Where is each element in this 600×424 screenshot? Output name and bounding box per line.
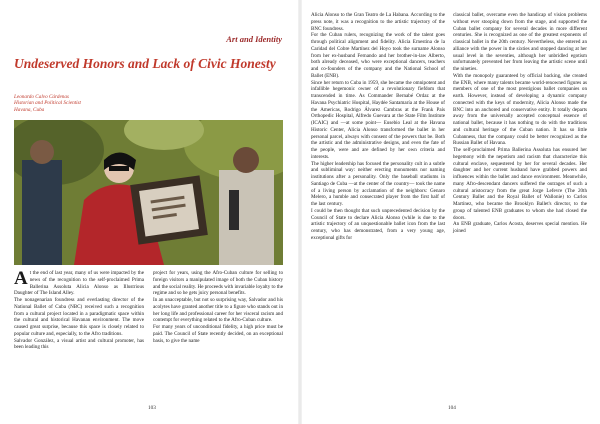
paragraph: With the monopoly guaranteed by official backing, she created the ENB, where many talents became world-renowned figures as members of one of the most prestigious ballet companies on earth. However, instead of developing a dynamic company connected with the keys of modernity, Alicia Alonso made the BNC into an anchored and conservative entity. It totally departs away from the universally accepted conceptual essence of national ballet, because it has nothing to do with the traditions and cultural heritage of the Cuban nation. It has so little Cubanness, that the company could be better recognized as the Russian Ballet of Havana.	[453, 72, 587, 147]
author-title: Historian and Political Scientist	[14, 100, 82, 107]
article-headline: Undeserved Honors and Lack of Civic Honesty	[14, 56, 276, 71]
paragraph: project for years, using the Afro-Cuban culture for selling to foreign visitors a manipulated image of both the Cuban history and the social reality. He proceeds with invariable loyalty to the regime and so he gets juicy personal benefits.	[153, 270, 283, 297]
page-number: 103	[148, 405, 156, 411]
left-column-1	[14, 270, 144, 351]
paragraph: Since her return to Cuba in 1959, she became the omnipotent and infallible hegemonic owner of a revolutionary fiefdom that transcended in time. As Commander Bernabé Ordaz at the Havana Psychiatric Hospital, Haydée Santamaría at the House of the Americas, Rodrigo Álvarez Cambras at the Frank País Orthopedic Hospital, Alfredo Guevara at the State Film Institute (ICAIC) and —at some point— Eusebio Leal at the Havana Historic Center, Alicia Alonso transformed the ballet in her personal parcel, always with consent of the powers that be. Both the artistic and the administrative designs, and even the fate of the people, were and are defined by her own criteria and interests.	[311, 79, 445, 160]
right-column-1	[311, 12, 445, 242]
paragraph: Alicia Alonso to the Gran Teatro de La Habana. According to the press note, it was a recognition to the artistic trajectory of the BNC foundress.	[311, 12, 445, 32]
paragraph: At the end of last year, many of us were impacted by the news of the recognition to the self-proclaimed Prima Ballerina Assoluta Alicia Alonso as Illustrious Daughter of The Island Alley.	[14, 268, 144, 297]
section-title: Art and Identity	[226, 34, 282, 44]
right-column-2	[453, 12, 587, 235]
article-photo	[14, 120, 283, 265]
paragraph: classical ballet, overcame even the handicap of vision problems without ever stooping down from the stage, and supported the Cuban ballet company for several decades in more different centuries. She is recognized as one of the greatest exponents of classical ballet in the 20th century. Nevertheless, she entered an alliance with the power in the sixties and stopped dancing at her usual level in the seventies, although her unbridled egotism unfortunately prevented her from leaving the artistic scene until the nineties.	[453, 12, 587, 72]
right-page	[300, 0, 600, 424]
paragraph: Salvador González, a visual artist and cultural promoter, has been leading this	[14, 337, 144, 351]
paragraph: For many years of unconditional fidelity, a high price must be paid. The Council of State recently decided, on an exceptional basis, to give the name	[153, 324, 283, 344]
paragraph: I could be then thought that such unprecedented decision by the Council of State to declare Alicia Alonso (while is due to the artistic trajectory of an unquestionable ballet icon from the last century, who has demonstrated, from a very young age, exceptional gifts for	[311, 207, 445, 241]
author-location: Havana, Cuba	[14, 106, 45, 113]
paragraph: The nonagenarian foundress and everlasting director of the National Ballet of Cuba (NBC) received such a recognition from a cultural project located in a paradigmatic space within the cultural and historical Havanan environment. The move caused great surprise, because this space is closely related to popular culture and, especially, to the Afro traditions.	[14, 297, 144, 337]
paragraph: In an unacceptable, but not so surprising way, Salvador and his acolytes have granted another title to a figure who stands out in her long life and professional career for her visceral racism and contempt for everything related to the Afro-Cuban culture.	[153, 297, 283, 324]
paragraph: The self-proclaimed Prima Ballerina Assoluta has ensured her hegemony with the nepotism and racism that characterize this cultural enclave, sequestered by her for several decades. Her daughter and her current husband have grabbed powers and influences within the ballet and dance environment. Meanwhile, many Afro-descendant dancers suffered the outrages of such a cultural aristocracy from the great Jorge Lefevre (The 20th Century Ballet and the Royal Ballet of Wallonie) to Carlos Martínez, who became the Brooklyn Ballet's director, to the group of talented ENB graduates to whom she had closed the doors.	[453, 147, 587, 221]
dropcap: A	[14, 268, 28, 289]
paragraph: The higher leadership has focused the personality cult in a subtle and subliminal way: neither erecting monuments nor naming institutions after a personality. Only the baseball stadiums in Santiago de Cuba —at the center of the country— took the name of a living person by acclamation of the neighbors: Genaro Melero, a humble and consecrated player from the first half of the last century.	[311, 160, 445, 207]
byline	[14, 94, 174, 113]
left-column-2	[153, 270, 283, 344]
paragraph: For the Cuban rulers, recognizing the work of the talent goes through political alignment and fidelity. Alicia Ernestina de la Caridad del Cobre Martínez del Hoyo took the surname Alonso from her ex-husband Fernando and her brother-in-law Alberto, both already deceased, who were exceptional dancers, teachers and co-founders of the company and the National School of Ballet (ENB).	[311, 32, 445, 79]
author-name: Leonardo Calvo Cárdenas	[14, 94, 69, 100]
paragraph: An ENB graduate, Carlos Acosta, deserves special mention. He joined	[453, 221, 587, 234]
page-number: 104	[448, 405, 456, 411]
photo-icon	[14, 120, 283, 265]
